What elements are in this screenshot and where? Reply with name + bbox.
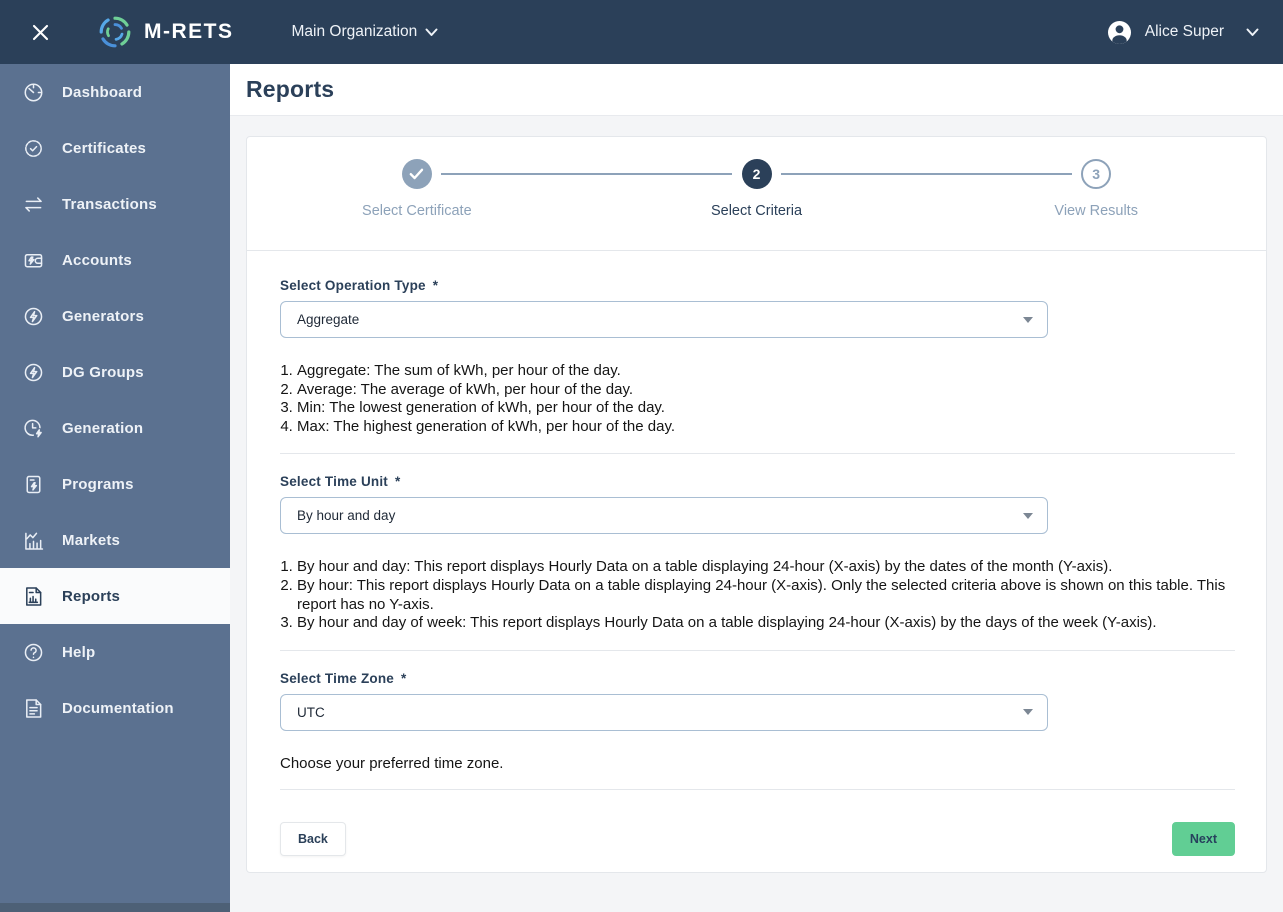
time-zone-select[interactable] (280, 694, 1048, 731)
bolt-circle-icon (20, 303, 46, 329)
step-view-results[interactable] (926, 159, 1266, 219)
sidebar-item-dg-groups[interactable] (0, 344, 230, 400)
page-header (230, 64, 1283, 116)
note-item: 3. Min: The lowest generation of kWh, per hour of the day. (297, 399, 1235, 418)
transfer-arrows-icon (20, 191, 46, 217)
chevron-down-icon (1246, 28, 1259, 37)
sidebar-item-reports[interactable] (0, 568, 230, 624)
brand-name: M-RETS (144, 20, 234, 43)
time-zone-value: UTC (297, 704, 325, 720)
sidebar-item-label: Certificates (62, 139, 147, 157)
time-unit-notes (280, 558, 1235, 632)
note-item: 2. By hour: This report displays Hourly Data on a table displaying 24-hour (X-axis). Only the selected criteria above is shown on this table. This report has no Y-axis. (297, 577, 1235, 614)
sidebar-item-accounts[interactable] (0, 232, 230, 288)
org-selector[interactable] (292, 23, 439, 41)
step-select-criteria[interactable] (587, 159, 927, 219)
section-divider (280, 650, 1235, 651)
document-lines-icon (20, 695, 46, 721)
check-icon (409, 168, 424, 180)
brand (98, 15, 234, 49)
program-card-icon (20, 471, 46, 497)
note-item: 1. Aggregate: The sum of kWh, per hour of the day. (297, 362, 1235, 381)
caret-down-icon (1023, 513, 1033, 519)
main-content (230, 64, 1283, 912)
note-item: 2. Average: The average of kWh, per hour of the day. (297, 381, 1235, 400)
step-label: Select Criteria (710, 203, 803, 219)
required-asterisk: * (394, 474, 401, 490)
sidebar-item-label: Documentation (62, 699, 174, 717)
help-circle-icon (20, 639, 46, 665)
sidebar-item-label: Help (62, 643, 96, 661)
step-select-certificate[interactable] (247, 159, 587, 219)
report-doc-icon (20, 583, 46, 609)
mrets-logo-icon (98, 15, 132, 49)
note-item: 4. Max: The highest generation of kWh, per hour of the day. (297, 418, 1235, 437)
wizard-buttons (280, 822, 1235, 856)
time-unit-label: Select Time Unit * (280, 474, 401, 490)
close-icon[interactable] (24, 16, 56, 48)
caret-down-icon (1023, 317, 1033, 323)
sidebar-item-label: Reports (62, 587, 121, 605)
org-selector-label: Main Organization (291, 23, 418, 40)
clock-bolt-icon (20, 415, 46, 441)
sidebar-item-label: Generation (62, 419, 144, 437)
section-divider (280, 453, 1235, 454)
sidebar-item-certificates[interactable] (0, 120, 230, 176)
sidebar-item-programs[interactable] (0, 456, 230, 512)
sidebar-item-generation[interactable] (0, 400, 230, 456)
sidebar-item-help[interactable] (0, 624, 230, 680)
time-zone-label: Select Time Zone * (280, 670, 407, 686)
criteria-form (247, 251, 1266, 856)
user-menu[interactable] (1106, 19, 1259, 46)
topbar (0, 0, 1283, 64)
time-unit-select[interactable] (280, 497, 1048, 534)
market-chart-icon (20, 527, 46, 553)
sidebar-item-transactions[interactable] (0, 176, 230, 232)
sidebar (0, 64, 230, 912)
back-button[interactable]: Back (280, 822, 346, 856)
sidebar-item-markets[interactable] (0, 512, 230, 568)
page-title: Reports (246, 76, 335, 102)
note-item: 1. By hour and day: This report displays Hourly Data on a table displaying 24-hour (X-axis) by the dates of the month (Y-axis). (297, 558, 1235, 577)
operation-type-label: Select Operation Type * (280, 278, 439, 293)
chevron-down-icon (425, 28, 438, 37)
time-unit-value: By hour and day (297, 508, 396, 524)
sidebar-item-label: Programs (62, 475, 134, 493)
caret-down-icon (1023, 709, 1033, 715)
sidebar-item-label: Markets (62, 531, 121, 549)
sidebar-item-generators[interactable] (0, 288, 230, 344)
sidebar-scroll-track (0, 903, 230, 912)
certificate-seal-icon (20, 135, 46, 161)
bolt-circle-icon (20, 359, 46, 385)
required-asterisk: * (401, 670, 407, 686)
sidebar-item-label: Transactions (62, 195, 157, 213)
wizard-stepper (247, 137, 1266, 251)
sidebar-item-label: Dashboard (62, 83, 143, 101)
stepper-connector (781, 173, 1073, 175)
next-button[interactable]: Next (1172, 822, 1235, 856)
user-avatar-icon (1106, 19, 1133, 46)
operation-type-select[interactable] (280, 301, 1048, 338)
operation-type-value: Aggregate (297, 312, 360, 327)
wallet-bolt-icon (20, 247, 46, 273)
sidebar-item-label: DG Groups (62, 363, 144, 381)
user-name: Alice Super (1144, 23, 1224, 40)
report-wizard-card (246, 136, 1267, 873)
step-label: Select Certificate (362, 203, 472, 219)
step-complete-circle (402, 159, 432, 189)
required-asterisk: * (432, 278, 439, 293)
operation-type-notes (280, 362, 1235, 436)
step-label: View Results (1054, 203, 1138, 219)
stepper-connector (441, 173, 733, 175)
sidebar-item-label: Accounts (62, 251, 132, 269)
note-item: 3. By hour and day of week: This report displays Hourly Data on a table displaying 24-hour (X-axis) by the days of the week (Y-axis). (297, 614, 1235, 633)
section-divider (280, 789, 1235, 790)
sidebar-item-dashboard[interactable] (0, 64, 230, 120)
step-active-circle: 2 (742, 159, 772, 189)
sidebar-item-documentation[interactable] (0, 680, 230, 736)
sidebar-item-label: Generators (62, 307, 145, 325)
time-zone-help-text: Choose your preferred time zone. (280, 754, 504, 772)
step-upcoming-circle: 3 (1081, 159, 1111, 189)
gauge-icon (20, 79, 46, 105)
